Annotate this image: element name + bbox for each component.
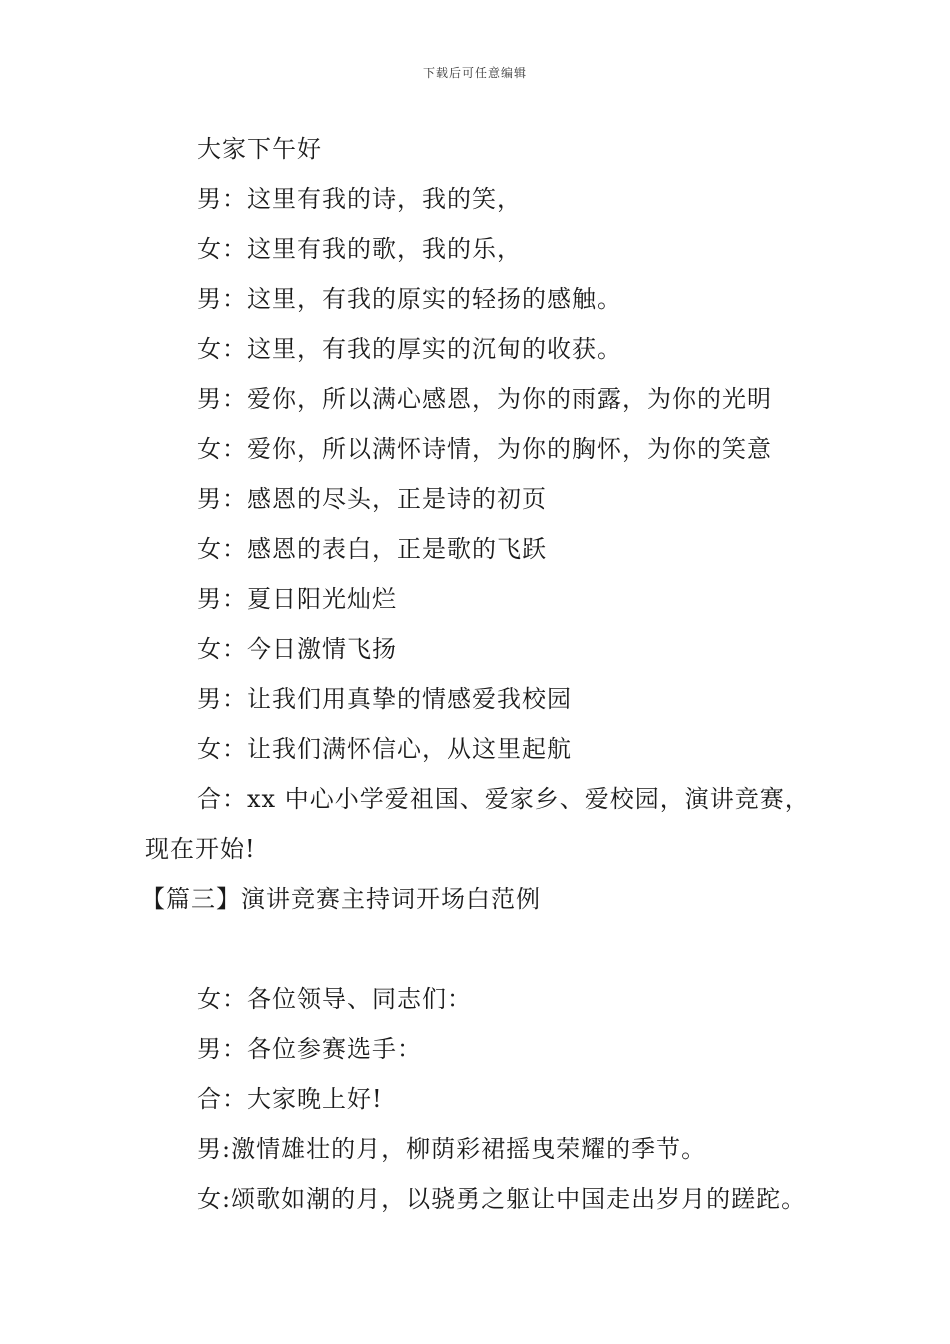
text-line: 男：感恩的尽头，正是诗的初页 [197, 485, 547, 513]
document-body [141, 124, 845, 1224]
text-line: 男：各位参赛选手： [197, 1035, 422, 1063]
text-line: 女：爱你，所以满怀诗情，为你的胸怀，为你的笑意 [197, 435, 772, 463]
text-line: 女：各位领导、同志们： [197, 985, 472, 1013]
text-line: 男：这里，有我的原实的轻扬的感触。 [197, 285, 622, 313]
text-line: 大家下午好 [197, 135, 322, 163]
text-line: 女：让我们满怀信心，从这里起航 [197, 735, 572, 763]
text-line: 女:颂歌如潮的月，以骁勇之躯让中国走出岁月的蹉跎。 [197, 1185, 807, 1213]
page-header-note: 下载后可任意编辑 [422, 66, 527, 80]
text-line: 男：爱你，所以满心感恩，为你的雨露，为你的光明 [197, 385, 772, 413]
blank-line [145, 924, 845, 974]
text-line: 男：夏日阳光灿烂 [197, 585, 397, 613]
text-line: 男：这里有我的诗，我的笑， [197, 185, 522, 213]
text-line: 合：大家晚上好! [197, 1085, 383, 1113]
text-line: 女：这里，有我的厚实的沉甸的收获。 [197, 335, 622, 363]
together-line-second: 现在开始! [145, 835, 256, 863]
text-line: 女：这里有我的歌，我的乐， [197, 235, 522, 263]
text-line: 女：今日激情飞扬 [197, 635, 397, 663]
section-heading: 【篇三】演讲竞赛主持词开场白范例 [141, 885, 541, 913]
together-line-first: 合：xx 中心小学爱祖国、爱家乡、爱校园，演讲竞赛， [197, 785, 810, 813]
text-line: 男：让我们用真挚的情感爱我校园 [197, 685, 572, 713]
text-line: 女：感恩的表白，正是歌的飞跃 [197, 535, 547, 563]
text-line: 男:激情雄壮的月，柳荫彩裙摇曳荣耀的季节。 [197, 1135, 707, 1163]
